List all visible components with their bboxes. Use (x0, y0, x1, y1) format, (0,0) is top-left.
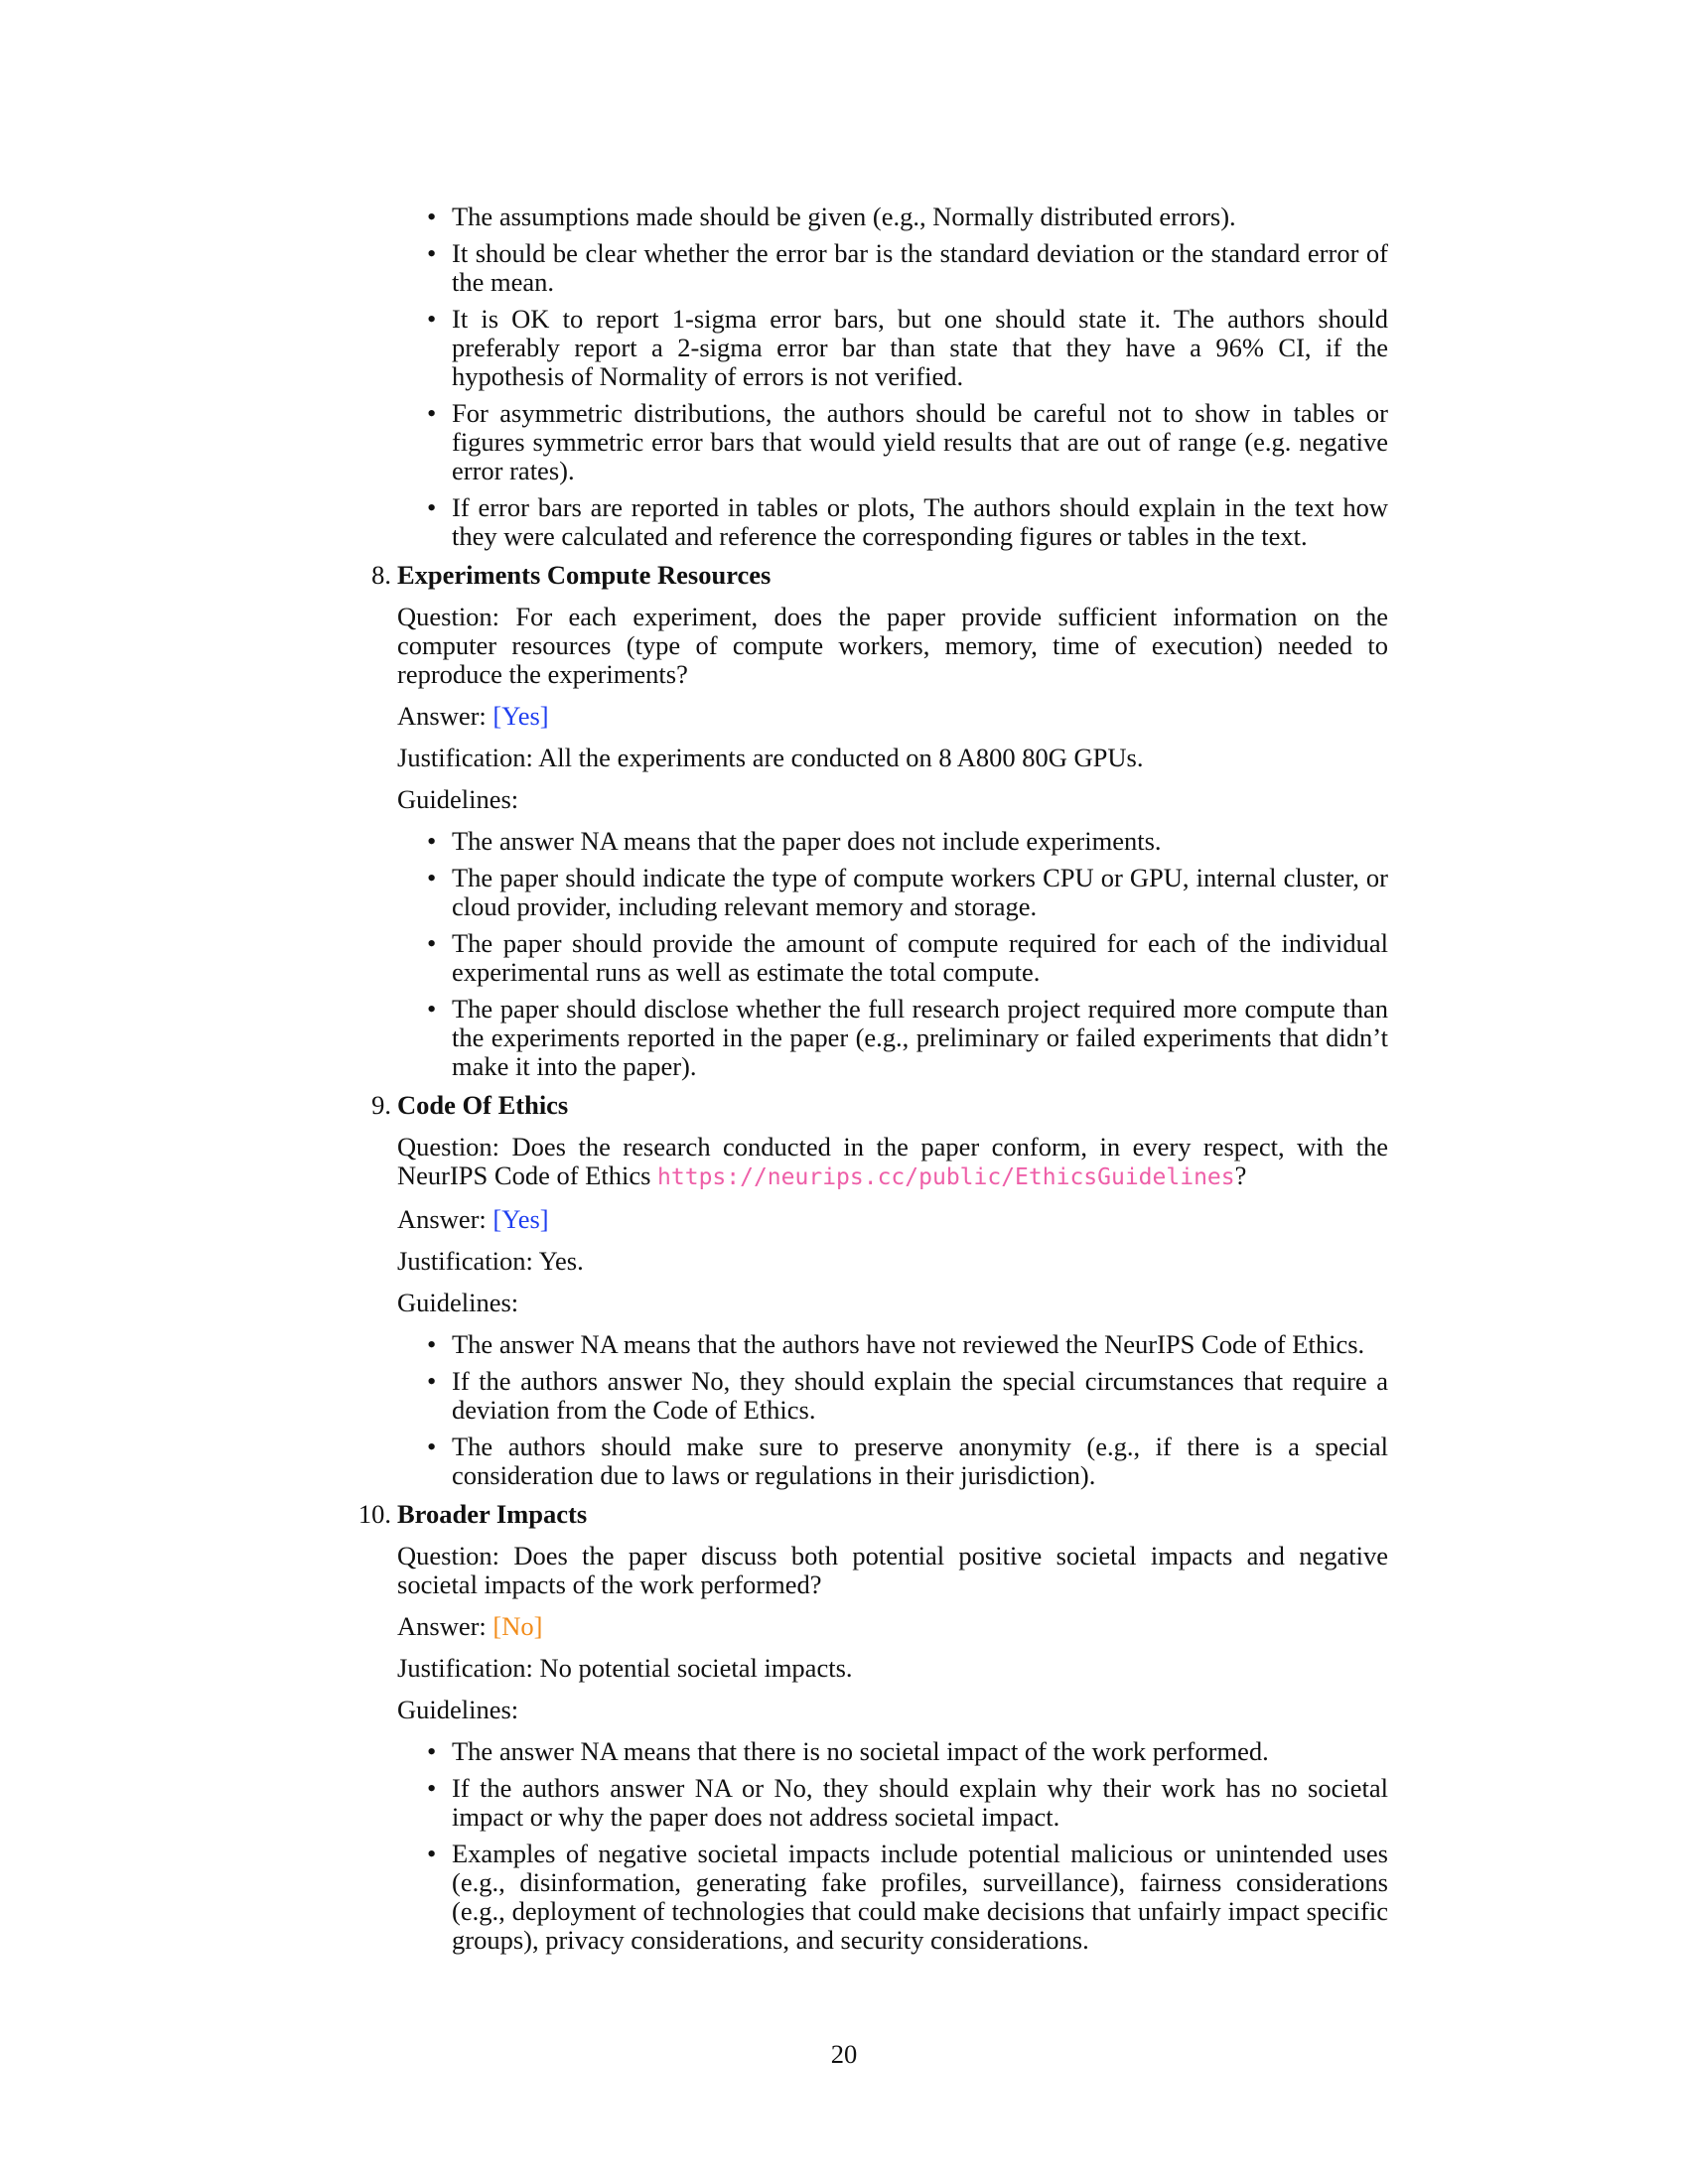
ethics-guidelines-link[interactable]: https://neurips.cc/public/EthicsGuidelines (657, 1164, 1235, 1190)
question-paragraph (397, 603, 1388, 689)
guidelines-list (397, 1737, 1388, 1955)
question-label: Question: (397, 1132, 500, 1161)
answer-label: Answer: (397, 1611, 487, 1641)
guidelines-list (397, 827, 1388, 1081)
justification-paragraph (397, 1654, 1388, 1683)
justification-paragraph (397, 1247, 1388, 1276)
list-item: • The answer NA means that the paper does not include experiments. (452, 827, 1388, 856)
question-text: Does the research conducted in the paper conform, in every respect, with the NeurIPS Code of Ethics (397, 1132, 1388, 1190)
justification-paragraph (397, 744, 1388, 772)
question-label: Question: (397, 1541, 500, 1570)
section-heading (371, 560, 1388, 590)
justification-label: Justification: (397, 743, 533, 772)
section-code-of-ethics (371, 1090, 1388, 1490)
section-experiments-compute-resources (371, 560, 1388, 1081)
guidelines-label: Guidelines: (397, 784, 519, 814)
answer-label: Answer: (397, 1204, 487, 1234)
answer-value: [Yes] (492, 1204, 549, 1234)
section-title: Experiments Compute Resources (397, 560, 772, 590)
section-number: 10. (357, 1499, 391, 1529)
list-item: • If error bars are reported in tables or plots, The authors should explain in the text how they were calculated and reference the corresponding figures or tables in the text. (452, 493, 1388, 551)
answer-paragraph (397, 1612, 1388, 1641)
list-item: • The authors should make sure to preserve anonymity (e.g., if there is a special consideration due to laws or regulations in their jurisdiction). (452, 1433, 1388, 1490)
list-item: • For asymmetric distributions, the authors should be careful not to show in tables or figures symmetric error bars that would yield results that are out of range (e.g. negative error rates). (452, 399, 1388, 485)
list-item: • Examples of negative societal impacts include potential malicious or unintended uses (e.g., disinformation, generating fake profiles, surveillance), fairness considerations (e.g., deployment of technologies that could make decisions that unfairly impact specific groups), privacy considerations, and security considerations. (452, 1840, 1388, 1955)
question-text: For each experiment, does the paper provide sufficient information on the computer resources (type of compute workers, memory, time of execution) needed to reproduce the experiments? (397, 602, 1388, 689)
guidelines-label: Guidelines: (397, 1695, 519, 1724)
list-item: • If the authors answer No, they should explain the special circumstances that require a deviation from the Code of Ethics. (452, 1367, 1388, 1425)
list-item: • The paper should disclose whether the full research project required more compute than the experiments reported in the paper (e.g., preliminary or failed experiments that didn’t make it into the paper). (452, 995, 1388, 1081)
section-heading (357, 1499, 1388, 1529)
page-number: 20 (830, 2039, 858, 2069)
question-paragraph (397, 1133, 1388, 1192)
justification-text: Yes. (538, 1246, 584, 1276)
section-broader-impacts (357, 1499, 1388, 1955)
list-item: • If the authors answer NA or No, they should explain why their work has no societal impact or why the paper does not address societal impact. (452, 1774, 1388, 1832)
error-bar-guidelines-list (397, 203, 1388, 551)
list-item: • The paper should provide the amount of compute required for each of the individual experimental runs as well as estimate the total compute. (452, 929, 1388, 987)
question-text: Does the paper discuss both potential positive societal impacts and negative societal impacts of the work performed? (397, 1541, 1388, 1599)
answer-paragraph (397, 1205, 1388, 1234)
section-title: Broader Impacts (397, 1499, 588, 1529)
guidelines-label: Guidelines: (397, 1288, 519, 1317)
section-number: 9. (371, 1090, 391, 1120)
answer-value: [No] (492, 1611, 543, 1641)
justification-label: Justification: (397, 1246, 533, 1276)
guidelines-list (397, 1330, 1388, 1490)
answer-paragraph (397, 702, 1388, 731)
list-item: • The answer NA means that there is no societal impact of the work performed. (452, 1737, 1388, 1766)
question-end: ? (1234, 1160, 1247, 1190)
justification-text: No potential societal impacts. (539, 1653, 853, 1683)
list-item: • The paper should indicate the type of compute workers CPU or GPU, internal cluster, or cloud provider, including relevant memory and storage. (452, 864, 1388, 921)
section-heading (371, 1090, 1388, 1120)
question-paragraph (397, 1542, 1388, 1599)
answer-label: Answer: (397, 701, 487, 731)
question-label: Question: (397, 602, 500, 631)
answer-value: [Yes] (492, 701, 549, 731)
list-item: • The answer NA means that the authors have not reviewed the NeurIPS Code of Ethics. (452, 1330, 1388, 1359)
section-number: 8. (371, 560, 391, 590)
list-item: • The assumptions made should be given (e.g., Normally distributed errors). (452, 203, 1388, 231)
justification-text: All the experiments are conducted on 8 A800 80G GPUs. (538, 743, 1144, 772)
list-item: • It is OK to report 1-sigma error bars, but one should state it. The authors should preferably report a 2-sigma error bar than state that they have a 96% CI, if the hypothesis of Normality of errors is not verified. (452, 305, 1388, 391)
justification-label: Justification: (397, 1653, 533, 1683)
list-item: • It should be clear whether the error bar is the standard deviation or the standard error of the mean. (452, 239, 1388, 297)
page-content (357, 202, 1388, 1963)
section-title: Code Of Ethics (397, 1090, 569, 1120)
